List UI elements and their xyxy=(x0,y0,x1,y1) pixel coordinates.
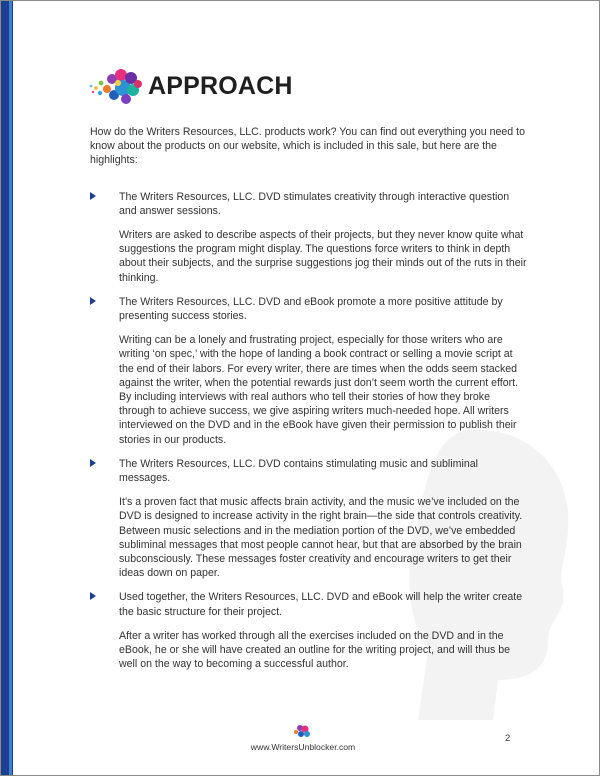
page-number: 2 xyxy=(505,733,511,744)
bullet-chevron-icon xyxy=(90,592,96,600)
intro-paragraph: How do the Writers Resources, LLC. products work? You can find out everything you need to know about the products on our website, which is included in this sale, but here are the highlights: xyxy=(90,126,525,167)
bullet-chevron-icon xyxy=(90,459,96,467)
page-left-band-accent xyxy=(9,0,12,776)
bullet-chevron-icon xyxy=(90,192,96,200)
bullet-heading: The Writers Resources, LLC. DVD stimulates creativity through interactive question and answer sessions. xyxy=(119,190,510,217)
page-content xyxy=(90,125,528,682)
bullet-body: After a writer has worked through all the exercises included on the DVD and in the eBook, he or she will have created an outline for the writing project, and will thus be well on the way to becoming a successful author. xyxy=(119,629,511,671)
page-header xyxy=(88,66,293,106)
bullet-item xyxy=(90,295,528,447)
footer-website-link[interactable]: www.WritersUnblocker.com xyxy=(250,742,356,752)
bullet-body: Writers are asked to describe aspects of their projects, but they never know quite what suggestions the program might display. The questions force writers to think in depth about their subjects, and the surprise suggestions jog their minds out of the ruts in their thinking. xyxy=(119,229,527,284)
bullet-item xyxy=(90,190,528,285)
page-title: APPROACH xyxy=(148,71,293,100)
bullet-heading: The Writers Resources, LLC. DVD and eBook promote a more positive attitude by presenting success stories. xyxy=(119,295,503,323)
colorful-head-logo-small-icon xyxy=(292,723,312,739)
bullet-heading: Used together, the Writers Resources, LLC. DVD and eBook will help the writer create the basic structure for their project. xyxy=(119,591,523,618)
bullet-body: It’s a proven fact that music affects brain activity, and the music we’ve included on the DVD is designed to increase activity in the right brain—the side that controls creativity. Between music selections and in the mediation portion of the DVD, we’ve embedded subliminal messages that most people cannot hear, but that are absorbed by the brain subconsciously. These messages foster creativity and encourage writers to get their ideas down on paper. xyxy=(119,496,523,580)
bullet-item xyxy=(90,590,528,671)
bullet-body: Writing can be a lonely and frustrating project, especially for those writers who are writing ‘on spec,’ with the hope of landing a book contract or selling a movie script at the end of their labors. For every writer, there are times when the odds seem stacked against the writer, when the potential rewards just don’t seem worth the current effort. By including interviews with real authors who tell their stories of how they broke through to achieve success, we give aspiring writers much-needed hope. All writers interviewed on the DVD and in the eBook have given their permission to publish their stories in our products. xyxy=(119,334,519,446)
colorful-head-logo-icon xyxy=(88,66,144,106)
bullet-chevron-icon xyxy=(90,297,96,305)
bullet-item xyxy=(90,457,528,581)
bullet-heading: The Writers Resources, LLC. DVD contains stimulating music and subliminal messages. xyxy=(119,457,478,485)
